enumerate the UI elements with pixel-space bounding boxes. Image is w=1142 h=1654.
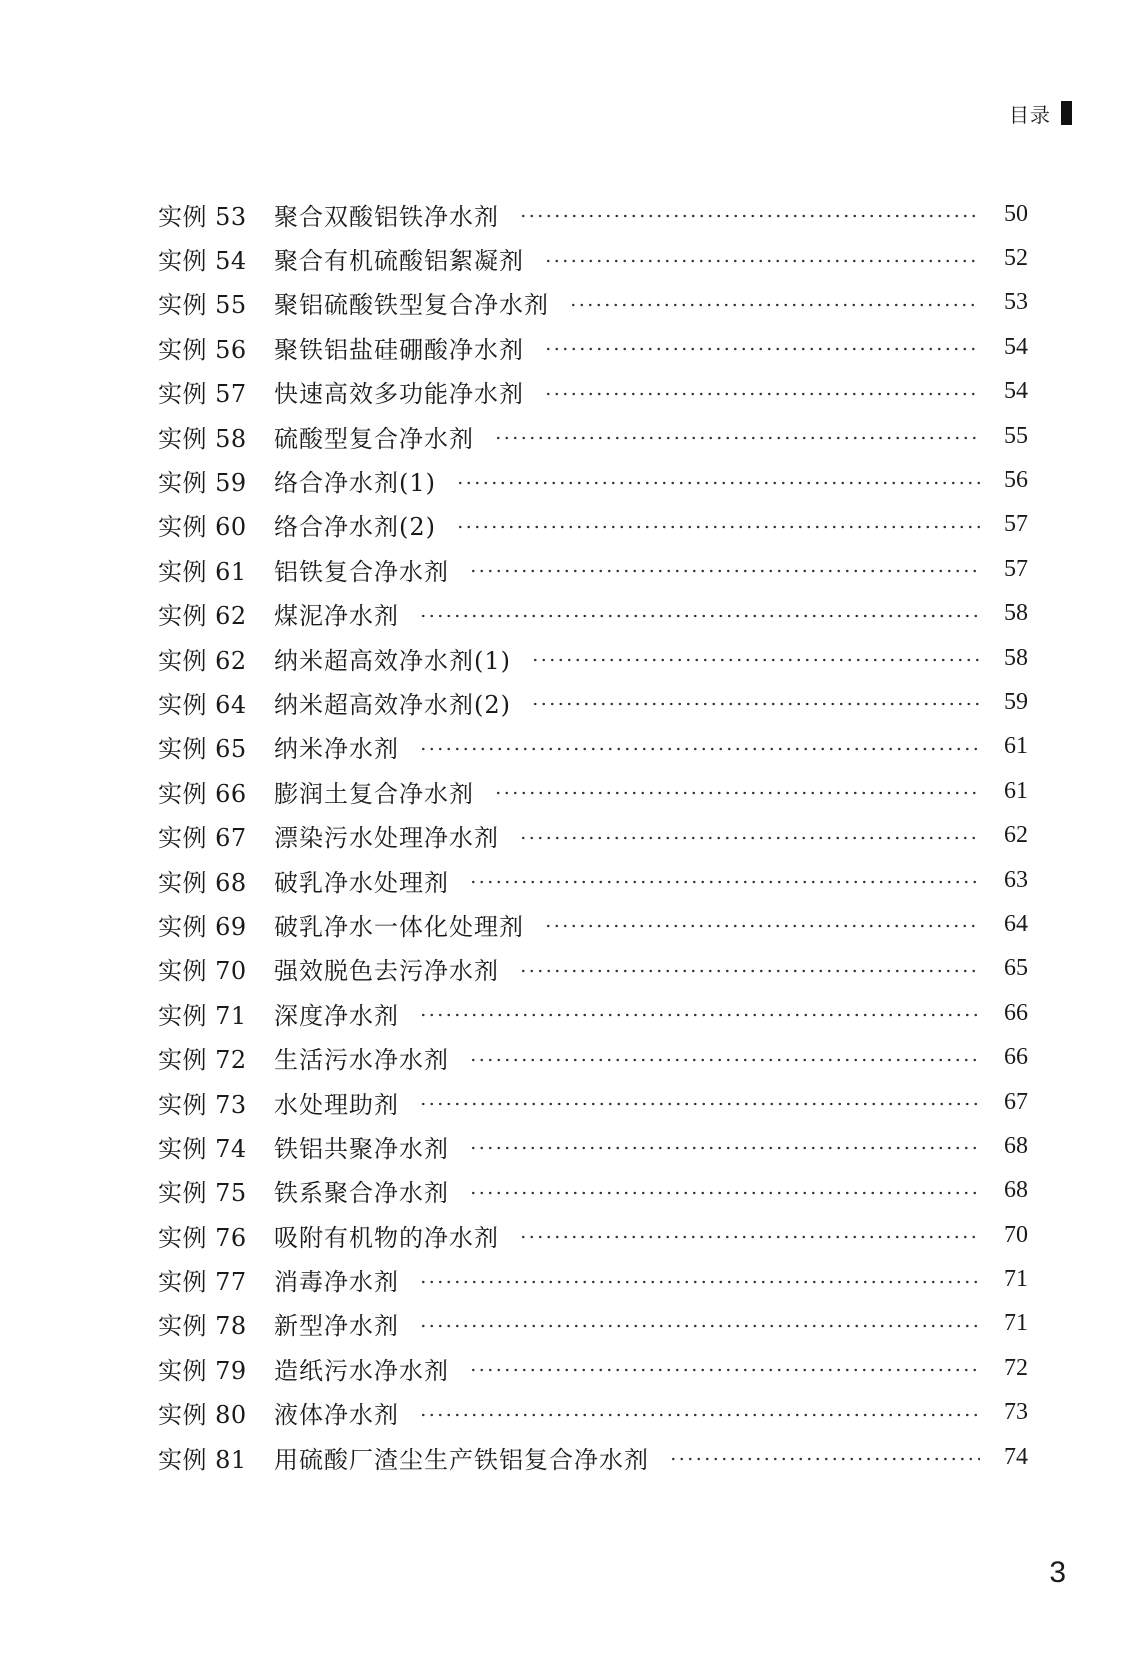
toc-entry[interactable] <box>158 813 1028 857</box>
toc-dot-leader <box>544 347 980 351</box>
toc-entry-title: 破乳净水处理剂 <box>274 868 449 897</box>
toc-entry-page: 61 <box>1004 777 1028 804</box>
page-number: 3 <box>1049 1556 1066 1589</box>
toc-entry-number: 实例 69 <box>158 912 247 941</box>
toc-dot-leader <box>544 259 980 263</box>
toc-entry[interactable] <box>158 1346 1028 1390</box>
toc-entry-page: 65 <box>1004 955 1028 982</box>
toc-entry-number: 实例 73 <box>158 1090 247 1119</box>
toc-entry-title: 破乳净水一体化处理剂 <box>274 912 524 941</box>
toc-entry[interactable] <box>158 503 1028 547</box>
toc-dot-leader <box>419 1102 980 1106</box>
toc-entry-title: 膨润土复合净水剂 <box>274 779 474 808</box>
toc-entry-page: 67 <box>1004 1088 1028 1115</box>
toc-dot-leader <box>469 1368 980 1372</box>
toc-entry-number: 实例 74 <box>158 1134 247 1163</box>
toc-entry[interactable] <box>158 281 1028 325</box>
toc-entry-number: 实例 68 <box>158 868 247 897</box>
toc-dot-leader <box>419 1324 980 1328</box>
toc-dot-leader <box>531 702 980 706</box>
toc-entry-title: 硫酸型复合净水剂 <box>274 424 474 453</box>
toc-dot-leader <box>456 525 980 529</box>
toc-entry-title: 铁铝共聚净水剂 <box>274 1134 449 1163</box>
toc-entry-title: 生活污水净水剂 <box>274 1046 449 1075</box>
toc-entry-title: 聚铁铝盐硅硼酸净水剂 <box>274 335 524 364</box>
toc-entry-page: 63 <box>1004 866 1028 893</box>
toc-entry-page: 66 <box>1004 1044 1028 1071</box>
toc-entry-title: 纳米净水剂 <box>274 735 399 764</box>
toc-entry-page: 61 <box>1004 733 1028 760</box>
toc-dot-leader <box>469 1191 980 1195</box>
toc-entry-title: 造纸污水净水剂 <box>274 1356 449 1385</box>
toc-entry-number: 实例 80 <box>158 1401 247 1430</box>
toc-entry-number: 实例 62 <box>158 646 247 675</box>
toc-entry-title: 铝铁复合净水剂 <box>274 557 449 586</box>
toc-entry-title: 煤泥净水剂 <box>274 602 399 631</box>
toc-entry-number: 实例 61 <box>158 557 247 586</box>
toc-dot-leader <box>519 836 980 840</box>
toc-dot-leader <box>494 436 980 440</box>
toc-dot-leader <box>419 1413 980 1417</box>
toc-entry-number: 实例 81 <box>158 1445 247 1474</box>
toc-entry-page: 71 <box>1004 1266 1028 1293</box>
toc-entry-page: 54 <box>1004 333 1028 360</box>
toc-dot-leader <box>469 880 980 884</box>
toc-entry[interactable] <box>158 1169 1028 1213</box>
toc-entry[interactable] <box>158 858 1028 902</box>
toc-entry[interactable] <box>158 547 1028 591</box>
toc-entry-page: 55 <box>1004 422 1028 449</box>
toc-entry[interactable] <box>158 680 1028 724</box>
toc-dot-leader <box>519 214 980 218</box>
toc-entry[interactable] <box>158 325 1028 369</box>
toc-dot-leader <box>669 1457 980 1461</box>
toc-dot-leader <box>469 1146 980 1150</box>
toc-entry-number: 实例 55 <box>158 291 247 320</box>
toc-entry-title: 络合净水剂(1) <box>274 469 436 498</box>
toc-entry-number: 实例 77 <box>158 1268 247 1297</box>
toc-entry-title: 纳米超高效净水剂(1) <box>274 646 511 675</box>
toc-entry-title: 铁系聚合净水剂 <box>274 1179 449 1208</box>
toc-entry-number: 实例 65 <box>158 735 247 764</box>
toc-entry-title: 聚铝硫酸铁型复合净水剂 <box>274 291 549 320</box>
toc-entry-number: 实例 79 <box>158 1356 247 1385</box>
toc-entry[interactable] <box>158 1080 1028 1124</box>
toc-entry-number: 实例 64 <box>158 690 247 719</box>
toc-entry-title: 聚合双酸铝铁净水剂 <box>274 202 499 231</box>
toc-dot-leader <box>494 791 980 795</box>
toc-entry-page: 56 <box>1004 467 1028 494</box>
toc-dot-leader <box>544 924 980 928</box>
toc-entry-page: 54 <box>1004 378 1028 405</box>
toc-entry[interactable] <box>158 1124 1028 1168</box>
toc-entry-page: 73 <box>1004 1399 1028 1426</box>
toc-entry[interactable] <box>158 458 1028 502</box>
toc-entry-number: 实例 59 <box>158 469 247 498</box>
toc-entry-number: 实例 72 <box>158 1046 247 1075</box>
toc-entry-number: 实例 56 <box>158 335 247 364</box>
toc-entry[interactable] <box>158 192 1028 236</box>
toc-entry-page: 72 <box>1004 1354 1028 1381</box>
header-marker-bar <box>1061 101 1072 125</box>
toc-entry-title: 深度净水剂 <box>274 1001 399 1030</box>
toc-entry[interactable] <box>158 414 1028 458</box>
toc-entry[interactable] <box>158 236 1028 280</box>
toc-entry[interactable] <box>158 1257 1028 1301</box>
toc-entry-title: 新型净水剂 <box>274 1312 399 1341</box>
toc-dot-leader <box>469 569 980 573</box>
toc-entry-title: 聚合有机硫酸铝絮凝剂 <box>274 247 524 276</box>
toc-entry-number: 实例 75 <box>158 1179 247 1208</box>
toc-dot-leader <box>519 1235 980 1239</box>
toc-entry-title: 络合净水剂(2) <box>274 513 436 542</box>
toc-entry-page: 70 <box>1004 1221 1028 1248</box>
toc-entry-number: 实例 67 <box>158 824 247 853</box>
toc-entry-number: 实例 54 <box>158 247 247 276</box>
toc-dot-leader <box>419 1013 980 1017</box>
toc-entry-page: 50 <box>1004 200 1028 227</box>
toc-dot-leader <box>456 481 980 485</box>
toc-entry-number: 实例 71 <box>158 1001 247 1030</box>
toc-entry[interactable] <box>158 902 1028 946</box>
header-title: 目录 <box>1009 102 1051 127</box>
toc-entry[interactable] <box>158 769 1028 813</box>
toc-dot-leader <box>531 658 980 662</box>
toc-entry-page: 66 <box>1004 999 1028 1026</box>
toc-entry-page: 71 <box>1004 1310 1028 1337</box>
toc-entry-page: 57 <box>1004 511 1028 538</box>
toc-entry-page: 57 <box>1004 555 1028 582</box>
toc-entry-title: 消毒净水剂 <box>274 1268 399 1297</box>
toc-dot-leader <box>419 614 980 618</box>
toc-dot-leader <box>469 1058 980 1062</box>
toc-entry-page: 74 <box>1004 1443 1028 1470</box>
toc-entry-number: 实例 62 <box>158 602 247 631</box>
toc-entry-title: 漂染污水处理净水剂 <box>274 824 499 853</box>
toc-dot-leader <box>419 1280 980 1284</box>
toc-entry-title: 水处理助剂 <box>274 1090 399 1119</box>
toc-entry-title: 纳米超高效净水剂(2) <box>274 690 511 719</box>
toc-entry-number: 实例 53 <box>158 202 247 231</box>
toc-entry[interactable] <box>158 370 1028 414</box>
toc-entry-number: 实例 78 <box>158 1312 247 1341</box>
toc-entry-page: 58 <box>1004 644 1028 671</box>
toc-entry[interactable] <box>158 592 1028 636</box>
toc-entry-number: 实例 57 <box>158 380 247 409</box>
toc-entry[interactable] <box>158 725 1028 769</box>
toc-entry[interactable] <box>158 1213 1028 1257</box>
toc-entry-page: 53 <box>1004 289 1028 316</box>
toc-entry[interactable] <box>158 636 1028 680</box>
toc-dot-leader <box>569 303 980 307</box>
toc-entry-number: 实例 76 <box>158 1223 247 1252</box>
running-header <box>1009 98 1072 128</box>
toc-entry-page: 68 <box>1004 1177 1028 1204</box>
toc-entry-number: 实例 66 <box>158 779 247 808</box>
toc-entry-page: 59 <box>1004 688 1028 715</box>
toc-entry-title: 液体净水剂 <box>274 1401 399 1430</box>
toc-entry-page: 52 <box>1004 245 1028 272</box>
toc-entry-page: 62 <box>1004 822 1028 849</box>
toc-entry-page: 58 <box>1004 600 1028 627</box>
toc-entry-title: 吸附有机物的净水剂 <box>274 1223 499 1252</box>
toc-entry[interactable] <box>158 1391 1028 1435</box>
toc-entry-title: 快速高效多功能净水剂 <box>274 380 524 409</box>
table-of-contents <box>158 192 1028 1479</box>
toc-entry[interactable] <box>158 1435 1028 1479</box>
toc-entry-number: 实例 70 <box>158 957 247 986</box>
toc-entry-page: 64 <box>1004 910 1028 937</box>
toc-entry-title: 强效脱色去污净水剂 <box>274 957 499 986</box>
toc-entry[interactable] <box>158 991 1028 1035</box>
toc-entry-title: 用硫酸厂渣尘生产铁铝复合净水剂 <box>274 1445 649 1474</box>
toc-dot-leader <box>419 747 980 751</box>
toc-entry-number: 实例 58 <box>158 424 247 453</box>
toc-entry[interactable] <box>158 947 1028 991</box>
toc-entry-number: 实例 60 <box>158 513 247 542</box>
toc-entry[interactable] <box>158 1035 1028 1079</box>
toc-dot-leader <box>519 969 980 973</box>
toc-entry[interactable] <box>158 1302 1028 1346</box>
toc-dot-leader <box>544 392 980 396</box>
toc-entry-page: 68 <box>1004 1132 1028 1159</box>
